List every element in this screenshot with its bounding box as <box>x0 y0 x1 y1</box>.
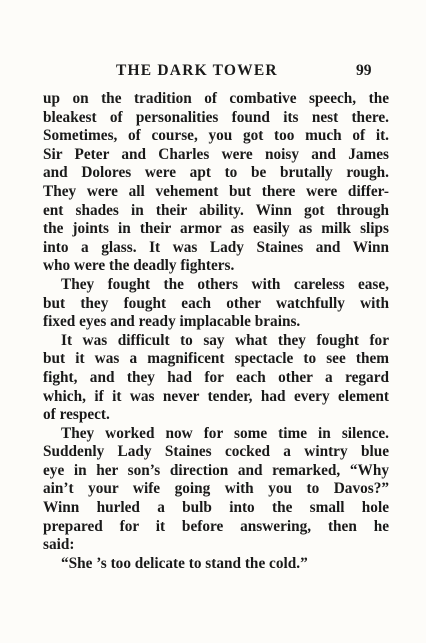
running-title: THE DARK TOWER <box>116 62 278 79</box>
text-line: which, if it was never tender, had every element <box>43 387 389 405</box>
text-line: “She ’s too delicate to stand the cold.” <box>61 554 308 572</box>
text-line: Suddenly Lady Staines cocked a wintry blue <box>43 443 389 461</box>
text-line: of respect. <box>43 406 110 424</box>
text-line: ain’t your wife going with you to Davos?” <box>43 480 389 498</box>
text-line: They were all vehement but there were differ- <box>43 182 389 200</box>
text-line: the joints in their armor as easily as milk slips <box>43 220 389 238</box>
text-line: ent shades in their ability. Winn got through <box>43 201 389 219</box>
text-line: It was difficult to say what they fought for <box>61 331 389 349</box>
body-text <box>43 90 389 573</box>
text-line: up on the tradition of combative speech, the <box>43 90 389 107</box>
running-head <box>0 62 426 82</box>
text-line: into a glass. It was Lady Staines and Winn <box>43 238 389 256</box>
text-line: who were the deadly fighters. <box>43 257 235 275</box>
page-number: 99 <box>356 62 372 79</box>
text-line: They fought the others with careless ease, <box>61 275 389 293</box>
text-line: and Dolores were apt to be brutally rough. <box>43 164 389 182</box>
text-line: bleakest of personalities found its nest there. <box>43 108 389 126</box>
text-line: fight, and they had for each other a regard <box>43 368 389 386</box>
text-line: but they fought each other watchfully with <box>43 294 389 312</box>
text-line: eye in her son’s direction and remarked, “Why <box>43 461 389 479</box>
text-line: but it was a magnificent spectacle to see them <box>43 350 389 368</box>
text-line: prepared for it before answering, then he <box>43 517 389 535</box>
text-line: Winn hurled a bulb into the small hole <box>43 499 389 517</box>
text-line: Sir Peter and Charles were noisy and James <box>43 145 389 163</box>
text-line: said: <box>43 536 75 554</box>
text-line: Sometimes, of course, you got too much of it. <box>43 127 389 145</box>
text-line: fixed eyes and ready implacable brains. <box>43 313 301 331</box>
text-line: They worked now for some time in silence. <box>61 424 389 442</box>
